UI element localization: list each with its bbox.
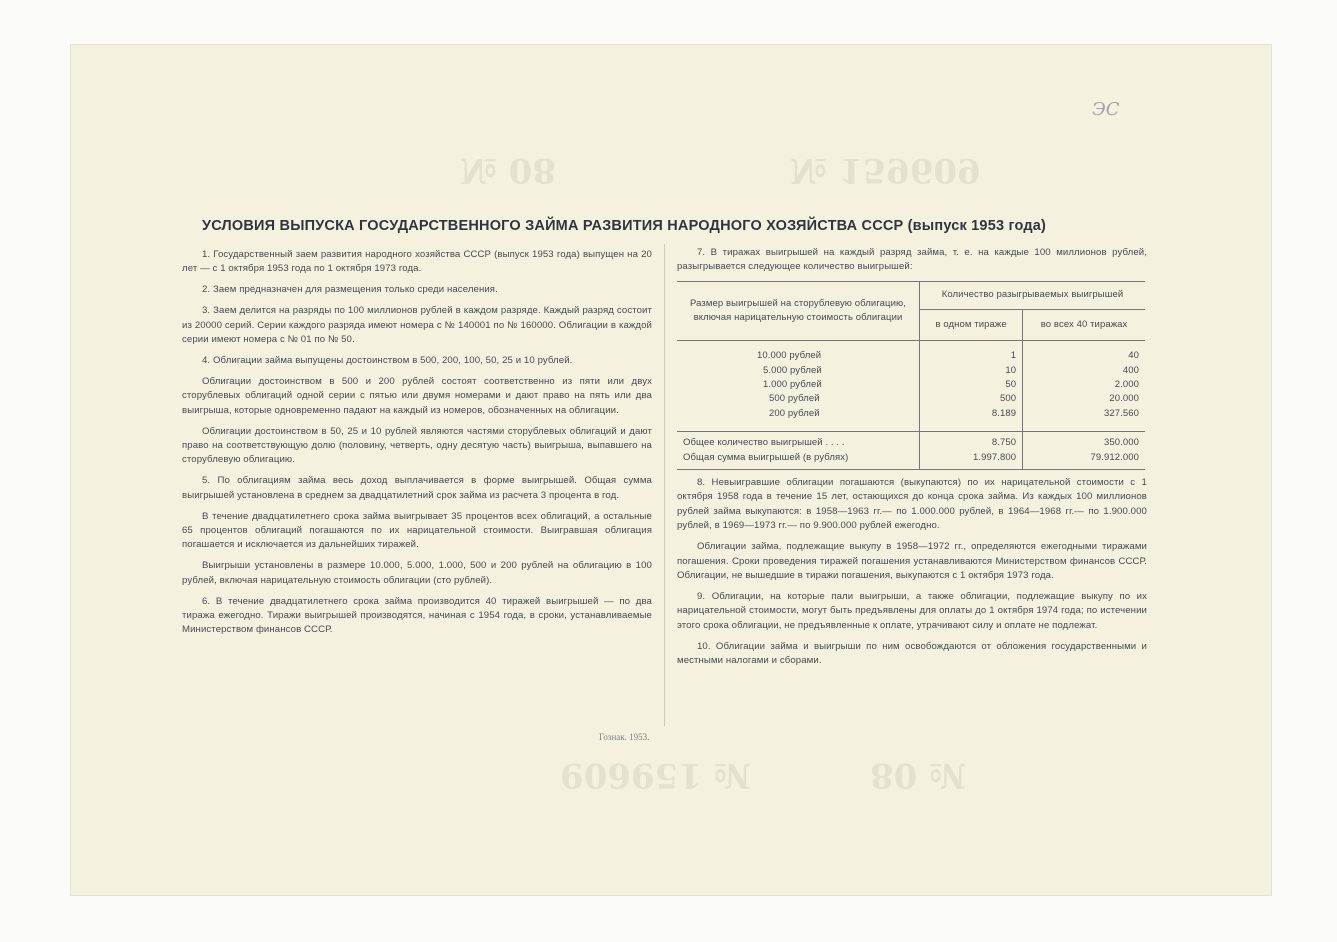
right-column <box>677 246 1147 675</box>
total-sum-one: 1.997.800 <box>920 451 1023 470</box>
clause-8-para-2: Облигации займа, подлежащие выкупу в 1958—1972 гг., определяются ежегодными тиражами погашения. Сроки проведения тиражей погашения устанавливаются Министерством финансов СССР. Облигации, не вышедшие в тиражи погашения, выкупаются с 1 октября 1973 года. <box>677 541 1147 581</box>
ghost-series-bottom: № 08 <box>870 755 967 795</box>
clause-4-para-2: Облигации достоинством в 500 и 200 рублей состоят соответственно из пяти или двух сторублевых облигаций одной серии с пятью или двумя номерами и дают право на пять или два выигрыша, которые одновременно падают на каждый из номеров, обозначенных на облигации. <box>182 375 652 416</box>
count-all: 327.560 <box>1023 407 1145 421</box>
count-all: 20.000 <box>1023 392 1145 406</box>
ghost-serial-bottom: № 159609 <box>560 755 751 795</box>
table-row <box>677 407 1145 421</box>
count-one: 500 <box>920 392 1023 406</box>
column-divider <box>664 244 665 726</box>
prize-size: 500 рублей <box>769 393 820 405</box>
header-prize-size: Размер выигрышей на сторублевую облигацию, включая нарицательную стоимость облигации <box>690 297 906 324</box>
ghost-serial-top: № 159609 <box>790 150 981 190</box>
table-row <box>677 378 1145 392</box>
prize-size: 1.000 рублей <box>763 378 822 390</box>
total-count-label: Общее количество выигрышей . . . . <box>683 437 845 449</box>
clause-7: 7. В тиражах выигрышей на каждый разряд займа, т. е. на каждые 100 миллионов рублей, разыгрывается следующее количество выигрышей: <box>677 247 1147 273</box>
clause-5-para-2: В течение двадцатилетнего срока займа выигрывает 35 процентов всех облигаций, а остальные 65 процентов облигаций погашаются по их нарицательной стоимости. Выигравшая облигация погашается и исключается из дальнейших тиражей. <box>182 510 652 551</box>
clause-4: 4. Облигации займа выпущены достоинством в 500, 200, 100, 50, 25 и 10 рублей. <box>202 354 573 366</box>
prize-size: 200 рублей <box>769 407 820 419</box>
document-title: УСЛОВИЯ ВЫПУСКА ГОСУДАРСТВЕННОГО ЗАЙМА РАЗВИТИЯ НАРОДНОГО ХОЗЯЙСТВА СССР (выпуск 1953 года) <box>202 218 1047 234</box>
clause-5-para-3: Выигрыши установлены в размере 10.000, 5.000, 1.000, 500 и 200 рублей на облигацию в 100 рублей, включая нарицательную стоимость облигации (сто рублей). <box>182 560 652 586</box>
total-sum-label: Общая сумма выигрышей (в рублях) <box>683 451 849 463</box>
count-all: 400 <box>1023 364 1145 378</box>
printer-imprint: Гознак. 1953. <box>599 732 650 742</box>
pencil-mark: ЭС <box>1092 99 1120 120</box>
count-one: 10 <box>920 364 1023 378</box>
prize-size: 5.000 рублей <box>763 364 822 376</box>
table-row <box>677 392 1145 406</box>
ghost-series-top: № 08 <box>460 150 557 190</box>
left-column <box>182 248 652 644</box>
table-row <box>677 451 1145 470</box>
clause-3: 3. Заем делится на разряды по 100 миллионов рублей в каждом разряде. Каждый разряд состоит из 20000 серий. Серии каждого разряда имеют номера с № 140001 по № 160000. Облигации в каждой серии имеют номера с № 01 по № 50. <box>182 305 652 346</box>
count-one: 8.189 <box>920 407 1023 421</box>
clause-5: 5. По облигациям займа весь доход выплачивается в форме выигрышей. Общая сумма выигрышей установлена в среднем за двадцатилетний срок займа из расчета 3 процента в год. <box>182 475 652 501</box>
header-all-draws: во всех 40 тиражах <box>1023 309 1145 340</box>
clause-4-para-3: Облигации достоинством в 50, 25 и 10 рублей являются частями сторублевых облигаций и дают право на соответствующую долю (половину, четверть, одну десятую часть) выигрыша, выпавшего на сторублевую облигацию. <box>182 425 652 466</box>
header-count-group: Количество разыгрываемых выигрышей <box>920 282 1146 309</box>
clause-6: 6. В течение двадцатилетнего срока займа производится 40 тиражей выигрышей — по два тиража ежегодно. Тиражи выигрышей производятся, начиная с 1954 года, в сроки, устанавливаемые Министерством финансов СССР. <box>182 595 652 636</box>
count-all: 2.000 <box>1023 378 1145 392</box>
clause-1: 1. Государственный заем развития народного хозяйства СССР (выпуск 1953 года) выпущен на 20 лет — с 1 октября 1953 года по 1 октября 1973 года. <box>182 249 652 275</box>
total-sum-all: 79.912.000 <box>1023 451 1145 470</box>
table-row <box>677 349 1145 363</box>
count-all: 40 <box>1023 349 1145 363</box>
clause-10: 10. Облигации займа и выигрыши по ним освобождаются от обложения государственными и местными налогами и сборами. <box>677 640 1147 666</box>
header-one-draw: в одном тираже <box>920 309 1023 340</box>
clause-2: 2. Заем предназначен для размещения только среди населения. <box>202 284 498 296</box>
prize-table <box>677 281 1145 470</box>
clause-8: 8. Невыигравшие облигации погашаются (выкупаются) по их нарицательной стоимости с 1 октября 1958 года в течение 15 лет, остающихся до конца срока займа. Из каждых 100 миллионов рублей займа выкупаются: в 1958—1963 гг.— по 1.000.000 рублей, в 1964—1968 гг.— по 1.900.000 рублей, в 1969—1973 гг.— по 9.900.000 рублей ежегодно. <box>677 476 1147 532</box>
clause-9: 9. Облигации, на которые пали выигрыши, а также облигации, подлежащие выкупу по их нарицательной стоимости, могут быть предъявлены для оплаты до 1 октября 1974 года; по истечении этого срока облигации, не предъявленные к оплате, утрачивают силу и оплате не подлежат. <box>677 590 1147 631</box>
total-count-one: 8.750 <box>920 432 1023 451</box>
count-one: 50 <box>920 378 1023 392</box>
total-count-all: 350.000 <box>1023 432 1145 451</box>
prize-size: 10.000 рублей <box>757 350 822 362</box>
count-one: 1 <box>920 349 1023 363</box>
table-row <box>677 432 1145 451</box>
table-row <box>677 364 1145 378</box>
